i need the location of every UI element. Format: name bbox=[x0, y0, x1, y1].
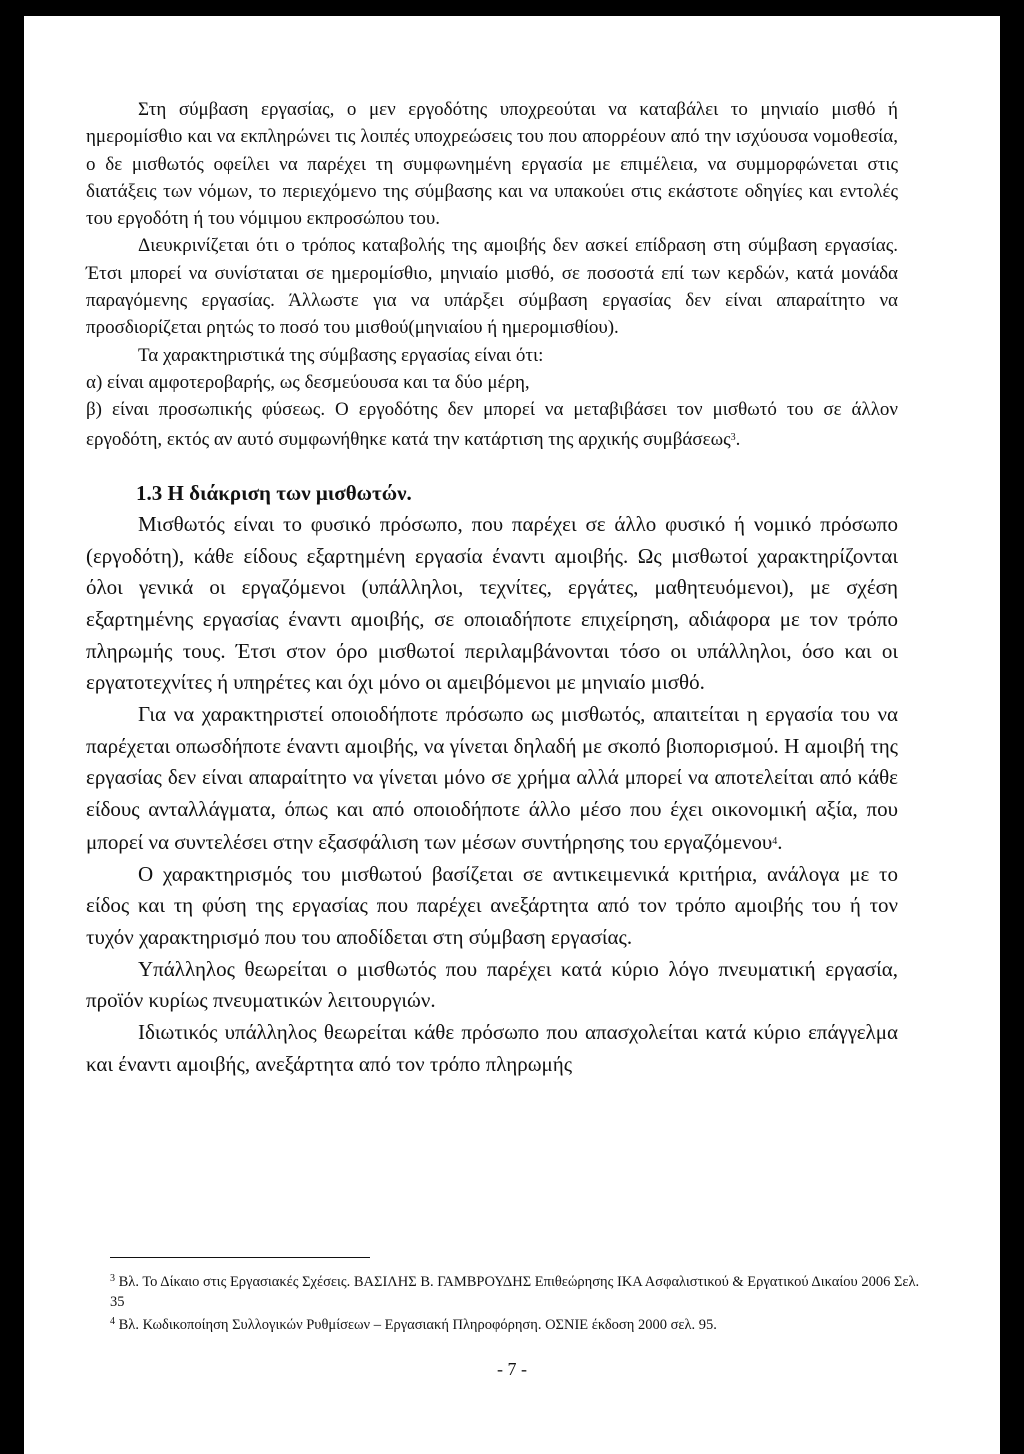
footnote-rule bbox=[110, 1257, 370, 1258]
paragraph-5-text: Για να χαρακτηριστεί οποιοδήποτε πρόσωπο ως μισθωτός, απαιτείται η εργασία του να παρέχεται οπωσδήποτε έναντι αμοιβής, να γίνεται δηλαδή με σκοπό βιοπορισμού. Η αμοιβή της εργασίας δεν είναι απαραίτητο να γίνεται μόνο σε χρήμα αλλά μπορεί να αποτελείται από κάθε είδους ανταλλάγματα, όπως και από οποιοδήποτε άλλο μέσο που έχει οικονομική αξία, που μπορεί να συντελέσει στην εξασφάλιση των μέσων συντήρησης του εργαζόμενου bbox=[86, 702, 898, 854]
paragraph-6: Ο χαρακτηρισμός του μισθωτού βασίζεται σε αντικειμενικά κριτήρια, ανάλογα με το είδος και τη φύση της εργασίας που παρέχει ανεξάρτητα από τον τρόπο αμοιβής του ή τον τυχόν χαρακτηρισμό που του αποδίδεται στη σύμβαση εργασίας. bbox=[86, 861, 898, 949]
paragraph-1: Στη σύμβαση εργασίας, ο μεν εργοδότης υποχρεούται να καταβάλει το μηνιαίο μισθό ή ημερομίσθιο και να εκπληρώνει τις λοιπές υποχρεώσεις του που απορρέουν από την ισχύουσα νομοθεσία, ο δε μισθωτός οφείλει να παρέχει τη συμφωνημένη εργασία με επιμέλεια, να συμμορφώνεται στις διατάξεις των νόμων, το περιεχόμενο της σύμβασης και να υπακούει στις εκάστοτε οδηγίες και εντολές του εργοδότη ή του νόμιμου εκπροσώπου του. bbox=[86, 99, 898, 230]
footnote-4-text: Βλ. Κωδικοποίηση Συλλογικών Ρυθμίσεων – Εργασιακή Πληροφόρηση. ΟΣΝΙΕ έκδοση 2000 σελ. 95. bbox=[118, 1317, 717, 1333]
section-heading: 1.3 Η διάκριση των μισθωτών. bbox=[136, 480, 412, 505]
paragraph-4: Μισθωτός είναι το φυσικό πρόσωπο, που παρέχει σε άλλο φυσικό ή νομικό πρόσωπο (εργοδότη), κάθε είδους εξαρτημένη εργασία έναντι αμοιβής. Ως μισθωτοί χαρακτηρίζονται όλοι γενικά οι εργαζόμενοι (υπάλληλοι, τεχνίτες, εργάτες, μαθητευόμενοι), με σχέση εξαρτημένης εργασίας έναντι αμοιβής, σε οποιαδήποτε επιχείρηση, αδιάφορα με τον τρόπο πληρωμής τους. Έτσι στον όρο μισθωτοί περιλαμβάνονται τόσο οι υπάλληλοι, όσο και οι εργατοτεχνίτες ή υπηρέτες και όχι μόνο οι αμειβόμενοι με μηνιαίο μισθό. bbox=[86, 511, 898, 695]
footnote-ref-4[interactable]: 4 bbox=[772, 835, 778, 847]
footnote-3 bbox=[110, 1269, 922, 1312]
document-page bbox=[24, 16, 1000, 1454]
paragraph-5 bbox=[86, 699, 898, 859]
paragraph-8: Ιδιωτικός υπάλληλος θεωρείται κάθε πρόσωπο που απασχολείται κατά κύριο επάγγελμα και έναντι αμοιβής, ανεξάρτητα από τον τρόπο πληρωμής bbox=[86, 1020, 898, 1076]
list-item-b-text: β) είναι προσωπικής φύσεως. Ο εργοδότης δεν μπορεί να μεταβιβάσει τον μισθωτό του σε άλλον εργοδότη, εκτός αν αυτό συμφωνήθηκε κατά την κατάρτιση της αρχικής συμβάσεως bbox=[86, 399, 898, 450]
paragraph-3: Τα χαρακτηριστικά της σύμβασης εργασίας είναι ότι: bbox=[138, 344, 544, 366]
page-number: - 7 - bbox=[497, 1359, 527, 1379]
footnote-3-text: Βλ. Το Δίκαιο στις Εργασιακές Σχέσεις. ΒΑΣΙΛΗΣ Β. ΓΑΜΒΡΟΥΔΗΣ Επιθεώρησης ΙΚΑ Ασφαλιστικού & Εργατικού Δικαίου 2006 Σελ. 35 bbox=[110, 1274, 920, 1310]
footnote-4-mark: 4 bbox=[110, 1316, 115, 1327]
spacer bbox=[86, 453, 898, 478]
footnotes bbox=[110, 1269, 922, 1335]
body-text bbox=[86, 96, 898, 1081]
list-item-b bbox=[86, 396, 898, 453]
list-item-b-end: . bbox=[735, 428, 741, 450]
paragraph-7: Υπάλληλος θεωρείται ο μισθωτός που παρέχει κατά κύριο λόγο πνευματική εργασία, προϊόν κυρίως πνευματικών λειτουργιών. bbox=[86, 956, 898, 1013]
paragraph-5-end: . bbox=[777, 829, 783, 854]
footnote-ref-3[interactable]: 3 bbox=[730, 431, 736, 443]
paragraph-2: Διευκρινίζεται ότι ο τρόπος καταβολής της αμοιβής δεν ασκεί επίδραση στη σύμβαση εργασίας. Έτσι μπορεί να συνίσταται σε ημερομίσθιο, μηνιαίο μισθό, σε ποσοστά επί των κερδών, κατά μονάδα παραγόμενης εργασίας. Άλλωστε για να υπάρξει σύμβαση εργασίας δεν είναι απαραίτητο να προσδιορίζεται ρητώς το ποσό του μισθού(μηνιαίου ή ημερομισθίου). bbox=[86, 235, 898, 339]
footnote-4 bbox=[110, 1312, 922, 1335]
list-item-a: α) είναι αμφοτεροβαρής, ως δεσμεύουσα και τα δύο μέρη, bbox=[86, 371, 530, 393]
footnote-3-mark: 3 bbox=[110, 1273, 115, 1284]
